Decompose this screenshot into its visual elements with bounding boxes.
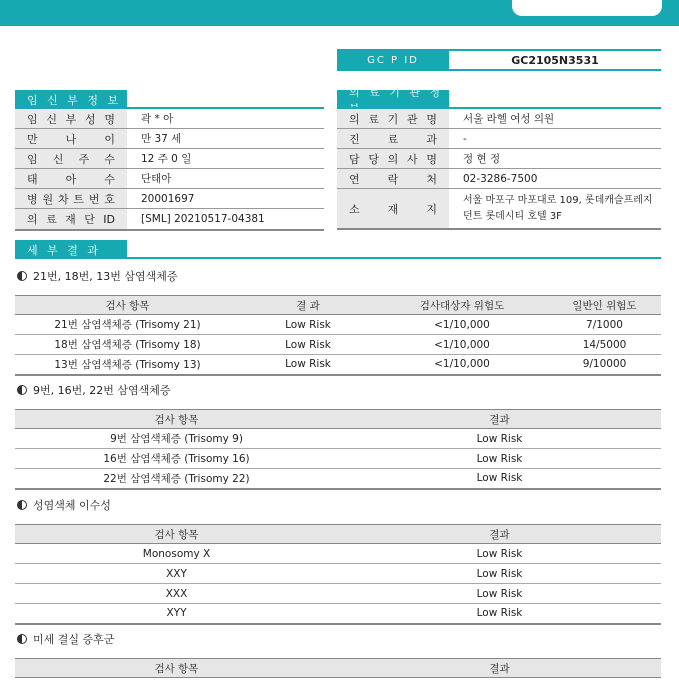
half-circle-icon	[17, 385, 27, 395]
info-value: 02-3286-7500	[463, 172, 538, 185]
header-row	[15, 525, 661, 544]
column-header: 검사대상자 위험도	[376, 296, 548, 315]
info-key-char: 부	[65, 112, 77, 126]
info-value: 단태아	[141, 173, 172, 185]
info-key-char: 의	[27, 213, 38, 226]
info-key-char: 신	[46, 112, 57, 126]
table-cell: 21번 삼염색체증 (Trisomy 21)	[15, 315, 240, 335]
info-key-char: ID	[103, 212, 115, 226]
info-key-char: 호	[104, 192, 115, 206]
info-key-char: 재	[65, 213, 76, 226]
table-cell: 9번 삼염색체증 (Trisomy 9)	[15, 429, 338, 449]
info-value: 만 37 세	[141, 133, 182, 145]
info-key-char: 태	[27, 172, 38, 186]
info-value: 서울 라헬 여성 의원	[463, 113, 555, 125]
info-key-char: 료	[46, 213, 57, 226]
column-header: 검사 항목	[15, 296, 240, 315]
info-key-char: 지	[426, 202, 437, 216]
info-key-char: 주	[78, 152, 90, 166]
info-key-char: 진	[349, 132, 360, 146]
column-header: 결과	[338, 525, 661, 544]
table-cell: 13번 삼염색체증 (Trisomy 13)	[15, 355, 240, 375]
info-value: 12 주 0 일	[141, 153, 192, 165]
info-value-line: 던트 롯데시티 호텔 3F	[463, 210, 562, 222]
table-cell: Low Risk	[240, 315, 376, 335]
table-row	[15, 469, 661, 489]
half-circle-icon	[17, 500, 27, 510]
table-row	[15, 429, 661, 449]
info-key	[337, 189, 449, 228]
info-key	[15, 109, 127, 128]
column-header: 검사 항목	[15, 659, 338, 678]
info-key-char: 재	[387, 202, 399, 216]
info-key-char: 트	[73, 192, 85, 206]
info-row	[15, 149, 324, 169]
info-key-char: 아	[65, 172, 77, 186]
header-tab	[512, 0, 662, 16]
info-row	[15, 209, 324, 229]
clinic-info-table	[337, 109, 661, 230]
info-key-char: 단	[84, 213, 95, 226]
info-key-char: 관	[406, 112, 418, 126]
gcp-id-label: GC P ID	[337, 51, 449, 69]
info-key-char: 료	[387, 132, 399, 146]
info-value-line: 서울 마포구 마포대로 109, 롯데캐슬프레지	[463, 194, 653, 206]
results-table	[15, 524, 661, 625]
header-row	[15, 296, 661, 315]
column-header: 결과	[338, 410, 661, 429]
results-table	[15, 409, 661, 490]
table-cell: Low Risk	[240, 335, 376, 355]
half-circle-icon	[17, 634, 27, 644]
info-row	[15, 169, 324, 189]
info-key-char: 신	[52, 152, 64, 166]
table-cell: <1/10,000	[376, 335, 548, 355]
info-row	[337, 149, 661, 169]
table-cell: <1/10,000	[376, 355, 548, 375]
table-cell: XXX	[15, 584, 338, 604]
patient-section-title: 임 신 부 정 보	[15, 90, 127, 109]
table-cell: XYY	[15, 604, 338, 624]
table-row	[15, 449, 661, 469]
info-key-char: 명	[426, 112, 437, 126]
info-row	[337, 109, 661, 129]
table-row	[15, 584, 661, 604]
table-row	[15, 335, 661, 355]
group-title: 미세 결실 증후군	[33, 633, 115, 646]
info-row	[337, 169, 661, 189]
info-key-char: 료	[368, 112, 379, 126]
info-key	[337, 129, 449, 148]
table-row	[15, 315, 661, 335]
results-table-body	[15, 429, 661, 489]
info-key	[15, 129, 127, 148]
header-bar	[0, 0, 679, 26]
table-cell: <1/10,000	[376, 315, 548, 335]
results-table	[15, 658, 661, 678]
table-cell: Monosomy X	[15, 544, 338, 564]
info-key	[337, 169, 449, 188]
table-row	[15, 544, 661, 564]
info-value: 곽 * 아	[141, 113, 174, 125]
info-key-char: 차	[57, 192, 69, 206]
header-row	[15, 659, 661, 678]
table-cell: 9/10000	[548, 355, 661, 375]
table-cell: 22번 삼염색체증 (Trisomy 22)	[15, 469, 338, 489]
table-cell: Low Risk	[338, 544, 661, 564]
info-key-char: 과	[426, 132, 437, 146]
column-header: 검사 항목	[15, 525, 338, 544]
table-row	[15, 604, 661, 624]
group-heading	[17, 497, 111, 513]
details-section-title: 세 부 결 과	[15, 240, 127, 259]
info-key-char: 명	[104, 112, 115, 126]
info-key	[15, 209, 127, 229]
results-table-head	[15, 525, 661, 544]
group-heading	[17, 631, 114, 647]
info-key-char: 사	[406, 152, 418, 166]
table-cell: 7/1000	[548, 315, 661, 335]
table-cell: Low Risk	[338, 584, 661, 604]
info-key-char: 임	[27, 152, 38, 166]
info-value: 20001697	[141, 192, 195, 205]
info-key-char: 의	[387, 152, 399, 166]
info-value: 정 현 정	[463, 153, 501, 165]
gcp-id-value: GC2105N3531	[511, 53, 599, 67]
results-table	[15, 295, 661, 376]
half-circle-icon	[17, 271, 27, 281]
table-cell: XXY	[15, 564, 338, 584]
results-table-body	[15, 315, 661, 375]
table-cell: Low Risk	[338, 604, 661, 624]
results-table-head	[15, 410, 661, 429]
info-key-char: 명	[426, 152, 437, 166]
info-value: [SML] 20210517-04381	[141, 213, 265, 225]
info-row	[15, 109, 324, 129]
results-table-body	[15, 544, 661, 624]
results-table-head	[15, 659, 661, 678]
table-cell: Low Risk	[338, 564, 661, 584]
info-key-char: 수	[104, 152, 115, 166]
table-cell: Low Risk	[338, 429, 661, 449]
info-key	[337, 149, 449, 168]
clinic-section-title: 의 료 기 관 정	[337, 90, 449, 109]
details-section-line	[15, 257, 661, 259]
info-key-char: 나	[65, 132, 77, 146]
info-key-char: 임	[27, 112, 38, 126]
column-header: 결 과	[240, 296, 376, 315]
info-key-char: 처	[426, 172, 437, 186]
info-key	[15, 189, 127, 208]
info-key-char: 담	[349, 152, 360, 166]
info-key-char: 기	[387, 112, 399, 126]
table-row	[15, 355, 661, 375]
column-header: 검사 항목	[15, 410, 338, 429]
group-title: 성염색체 이수성	[33, 499, 111, 512]
info-row	[15, 129, 324, 149]
info-key-char: 원	[42, 192, 54, 206]
info-row	[337, 189, 661, 228]
results-table-head	[15, 296, 661, 315]
info-key-char: 수	[104, 172, 115, 186]
table-cell: 14/5000	[548, 335, 661, 355]
gcp-id-box	[337, 49, 661, 71]
table-cell: 16번 삼염색체증 (Trisomy 16)	[15, 449, 338, 469]
info-key	[337, 109, 449, 128]
group-title: 9번, 16번, 22번 삼염색체증	[33, 384, 171, 397]
group-title: 21번, 18번, 13번 삼염색체증	[33, 270, 178, 283]
info-key-char: 번	[88, 192, 100, 206]
group-heading	[17, 382, 170, 398]
table-cell: 18번 삼염색체증 (Trisomy 18)	[15, 335, 240, 355]
info-key-char: 이	[104, 132, 115, 146]
info-value	[449, 189, 653, 228]
info-row	[15, 189, 324, 209]
table-cell: Low Risk	[338, 449, 661, 469]
column-header: 결과	[338, 659, 661, 678]
info-key-char: 의	[349, 112, 360, 126]
info-key-char: 연	[349, 172, 360, 186]
info-key	[15, 149, 127, 168]
info-key-char: 성	[84, 112, 96, 126]
table-cell: Low Risk	[240, 355, 376, 375]
info-key-char: 병	[27, 192, 38, 206]
group-heading	[17, 268, 177, 284]
table-row	[15, 564, 661, 584]
info-key-char: 만	[27, 132, 38, 146]
info-key	[15, 169, 127, 188]
info-key-char: 소	[349, 202, 360, 216]
column-header: 일반인 위험도	[548, 296, 661, 315]
info-row	[337, 129, 661, 149]
info-key-char: 락	[387, 172, 399, 186]
table-cell: Low Risk	[338, 469, 661, 489]
info-key-char: 당	[368, 152, 379, 166]
info-value: -	[463, 132, 467, 145]
header-row	[15, 410, 661, 429]
patient-info-table	[15, 109, 324, 231]
